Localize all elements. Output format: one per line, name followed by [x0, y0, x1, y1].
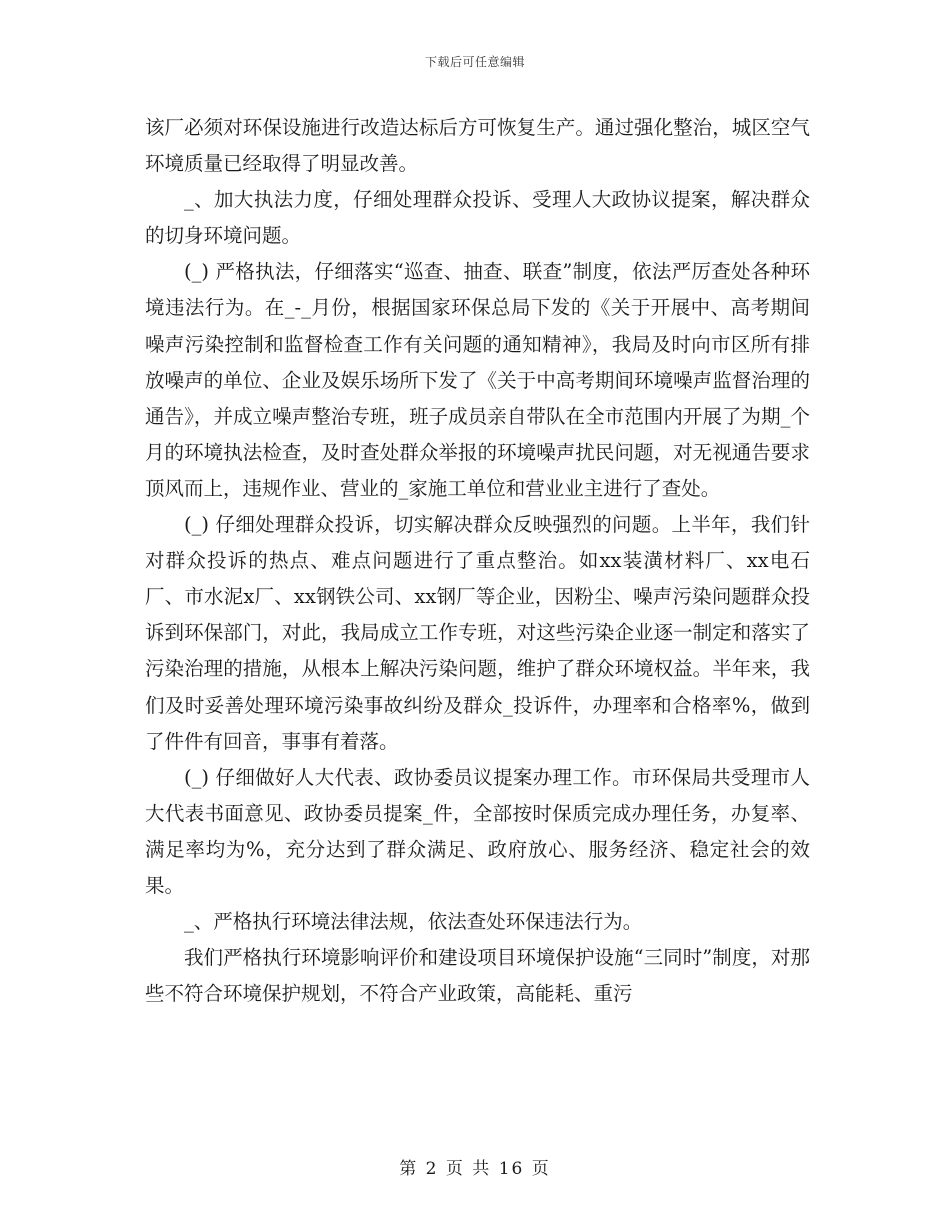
document-body [145, 110, 810, 1012]
paragraph: (_) 仔细处理群众投诉，切实解决群众反映强烈的问题。上半年，我们针对群众投诉的热点、难点问题进行了重点整治。如xx装潢材料厂、xx电石厂、市水泥x厂、xx钢铁公司、xx钢厂等企业，因粉尘、噪声污染问题群众投诉到环保部门，对此，我局成立工作专班，对这些污染企业逐一制定和落实了污染治理的措施，从根本上解决污染问题，维护了群众环境权益。半年来，我们及时妥善处理环境污染事故纠纷及群众_投诉件，办理率和合格率%，做到了件件有回音，事事有着落。 [145, 513, 810, 753]
paragraph: (_) 仔细做好人大代表、政协委员议提案办理工作。市环保局共受理市人大代表书面意见、政协委员提案_件，全部按时保质完成办理任务，办复率、满足率均为%，充分达到了群众满足、政府放心、服务经济、稳定社会的效果。 [145, 765, 810, 897]
page-header: 下载后可任意编辑 [424, 55, 525, 69]
section-heading: _、严格执行环境法律法规，依法查处环保违法行为。 [184, 910, 643, 934]
paragraph: 该厂必须对环保设施进行改造达标后方可恢复生产。通过强化整治，城区空气环境质量已经取得了明显改善。 [145, 116, 810, 176]
paragraph: (_) 严格执法，仔细落实“巡查、抽查、联查”制度，依法严厉查处各种环境违法行为。在_-_月份，根据国家环保总局下发的《关于开展中、高考期间噪声污染控制和监督检查工作有关问题的通知精神》，我局及时向市区所有排放噪声的单位、企业及娱乐场所下发了《关于中高考期间环境噪声监督治理的通告》，并成立噪声整治专班，班子成员亲自带队在全市范围内开展了为期_个月的环境执法检查，及时查处群众举报的环境噪声扰民问题，对无视通告要求顶风而上，违规作业、营业的_家施工单位和营业业主进行了查处。 [145, 260, 810, 500]
section-heading: _、加大执法力度，仔细处理群众投诉、受理人大政协议提案，解决群众的切身环境问题。 [145, 188, 810, 248]
paragraph: 我们严格执行环境影响评价和建设项目环境保护设施“三同时”制度，对那些不符合环境保护规划，不符合产业政策，高能耗、重污 [145, 946, 810, 1006]
page-number-footer: 第 2 页 共 16 页 [399, 1159, 551, 1179]
